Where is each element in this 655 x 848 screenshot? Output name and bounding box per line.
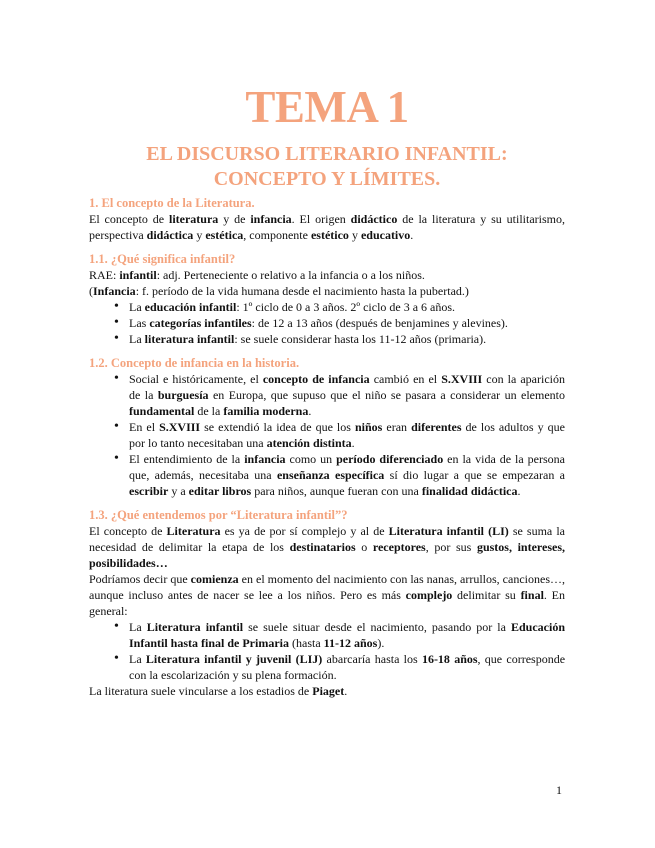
section-1-2-heading: 1.2. Concepto de infancia en la historia.	[89, 356, 300, 370]
text-run: (	[89, 284, 93, 298]
text-run: sí dio lugar a que se empezaran a	[384, 468, 565, 482]
text-run: La	[129, 620, 147, 634]
text-run: cambió en el	[369, 372, 442, 386]
text-run: La	[129, 652, 146, 666]
list-item	[129, 651, 565, 683]
bold-text: concepto de infancia	[262, 372, 370, 386]
list-item	[129, 451, 565, 499]
subtitle-line-1: EL DISCURSO LITERARIO INFANTIL:	[146, 143, 508, 165]
section-1-3-list	[89, 619, 565, 683]
bold-text: didáctica	[146, 228, 194, 242]
text-run: Podríamos decir que	[89, 572, 191, 586]
bold-text: estética	[205, 228, 244, 242]
page-title: TEMA 1	[245, 82, 409, 132]
text-run: . En general:	[89, 588, 565, 618]
text-run: en el momento del nacimiento con las nanas, arrullos, canciones…, aunque incluso antes de nacer se lee a los niños. Pero es más	[89, 572, 565, 602]
text-run: .	[344, 684, 348, 698]
text-run: .	[410, 228, 414, 242]
list-item	[129, 619, 565, 651]
text-run: , por sus	[425, 540, 477, 554]
text-run: El entendimiento de la	[129, 452, 245, 466]
bold-text: Literatura	[166, 524, 221, 538]
bold-text: finalidad didáctica	[421, 484, 518, 498]
bold-text: fundamental	[129, 404, 195, 418]
section-1-2-list	[89, 371, 565, 499]
subtitle-line-2: CONCEPTO Y LÍMITES.	[213, 168, 441, 190]
page-number: 1	[556, 783, 562, 797]
text-run: El concepto de	[89, 524, 167, 538]
bold-text: S.XVIII	[441, 372, 483, 386]
list-item	[129, 315, 565, 331]
text-run: y	[193, 228, 206, 242]
section-1-3-paragraph-2	[89, 571, 565, 619]
text-run: en Europa, que supuso que el niño se pasara a considerar un elemento	[208, 388, 565, 402]
bold-text: Literatura infantil y juvenil (LIJ)	[145, 652, 323, 666]
text-run: abarcaría hasta los	[322, 652, 422, 666]
section-1-heading: 1. El concepto de la Literatura.	[89, 196, 255, 210]
section-1-3-heading: 1.3. ¿Qué entendemos por “Literatura infantil”?	[89, 508, 348, 522]
bold-text: receptores	[372, 540, 426, 554]
text-run: y a	[168, 484, 189, 498]
text-run: de los adultos y que por lo tanto necesitaban una	[129, 420, 565, 450]
text-run: : adj. Perteneciente o relativo a la infancia o a los niños.	[156, 268, 425, 282]
bold-text: Literatura infantil (LI)	[388, 524, 509, 538]
section-1-1-list	[89, 299, 565, 347]
text-run: se extendió la idea de que los	[200, 420, 355, 434]
bold-text: destinatarios	[289, 540, 356, 554]
bold-text: infantil	[119, 268, 157, 282]
text-run: La	[129, 300, 145, 314]
text-run: (hasta	[289, 636, 324, 650]
bold-text: infancia	[244, 452, 286, 466]
bold-text: período diferenciado	[336, 452, 444, 466]
text-run: .	[351, 436, 355, 450]
text-run: es ya de por sí complejo y al de	[220, 524, 389, 538]
text-run: de la	[194, 404, 224, 418]
bold-text: comienza	[190, 572, 239, 586]
bold-text: estético	[310, 228, 349, 242]
text-run: delimitar su	[452, 588, 521, 602]
text-run: como un	[285, 452, 337, 466]
list-item	[129, 371, 565, 419]
bold-text: educativo	[360, 228, 411, 242]
bold-text: Piaget	[312, 684, 345, 698]
text-run: En el	[129, 420, 160, 434]
bold-text: enseñanza específica	[276, 468, 385, 482]
bold-text: Educación Infantil hasta final de Primaria	[129, 620, 566, 650]
text-run: : 1º ciclo de 0 a 3 años. 2º ciclo de 3 a 6 años.	[236, 300, 456, 314]
text-run: .	[308, 404, 312, 418]
text-run: El concepto de	[89, 212, 169, 226]
bold-text: Literatura infantil	[146, 620, 244, 634]
bold-text: 11-12 años	[323, 636, 378, 650]
bold-text: niños	[354, 420, 383, 434]
text-run: RAE:	[89, 268, 120, 282]
bold-text: literatura infantil	[144, 332, 235, 346]
bold-text: diferentes	[411, 420, 462, 434]
section-1-1-heading: 1.1. ¿Qué significa infantil?	[89, 252, 236, 266]
text-run: ).	[377, 636, 385, 650]
text-run: : f. período de la vida humana desde el nacimiento hasta la pubertad.)	[135, 284, 469, 298]
section-1-1-infancia-definition	[89, 283, 565, 299]
bold-text: escribir	[129, 484, 169, 498]
bold-text: atención distinta	[266, 436, 352, 450]
document-body	[89, 82, 565, 699]
text-run: Social e históricamente, el	[129, 372, 263, 386]
text-run: : se suele considerar hasta los 11-12 años (primaria).	[234, 332, 487, 346]
list-item	[129, 299, 565, 315]
bold-text: editar libros	[188, 484, 252, 498]
text-run: La	[129, 332, 145, 346]
text-run: y	[348, 228, 361, 242]
bold-text: familia moderna	[223, 404, 309, 418]
text-run: . El origen	[291, 212, 351, 226]
text-run: y de	[218, 212, 251, 226]
text-run: o	[355, 540, 373, 554]
bold-text: S.XVIII	[159, 420, 201, 434]
bold-text: infancia	[250, 212, 292, 226]
section-1-1-rae-definition	[89, 267, 565, 283]
bold-text: complejo	[405, 588, 453, 602]
text-run: se suma la necesidad de delimitar la etapa de los	[89, 524, 565, 554]
bold-text: literatura	[168, 212, 219, 226]
bold-text: burguesía	[157, 388, 209, 402]
text-run: : de 12 a 13 años (después de benjamines y alevines).	[251, 316, 508, 330]
list-item	[129, 331, 565, 347]
bold-text: gustos, intereses, posibilidades…	[89, 540, 565, 570]
bold-text: final	[520, 588, 544, 602]
section-1-3-paragraph-3	[89, 683, 565, 699]
bold-text: 16-18 años	[421, 652, 478, 666]
text-run: , que corresponde con la escolarización y su plena formación.	[129, 652, 566, 682]
text-run: para niños, aunque fueran con una	[251, 484, 422, 498]
section-1-paragraph	[89, 211, 565, 243]
bold-text: educación infantil	[144, 300, 237, 314]
text-run: La literatura suele vincularse a los estadios de	[89, 684, 313, 698]
text-run: eran	[382, 420, 412, 434]
text-run: .	[517, 484, 521, 498]
text-run: con la aparición de la	[129, 372, 566, 402]
list-item	[129, 419, 565, 451]
text-run: se suele situar desde el nacimiento, pasando por la	[243, 620, 511, 634]
bold-text: didáctico	[350, 212, 398, 226]
text-run: Las	[129, 316, 150, 330]
text-run: , componente	[243, 228, 311, 242]
section-1-3-paragraph-1	[89, 523, 565, 571]
bold-text: Infancia	[93, 284, 136, 298]
text-run: en la vida de la persona que, además, necesitaba una	[129, 452, 565, 482]
text-run: de la literatura y su utilitarismo, perspectiva	[89, 212, 565, 242]
bold-text: categorías infantiles	[149, 316, 252, 330]
